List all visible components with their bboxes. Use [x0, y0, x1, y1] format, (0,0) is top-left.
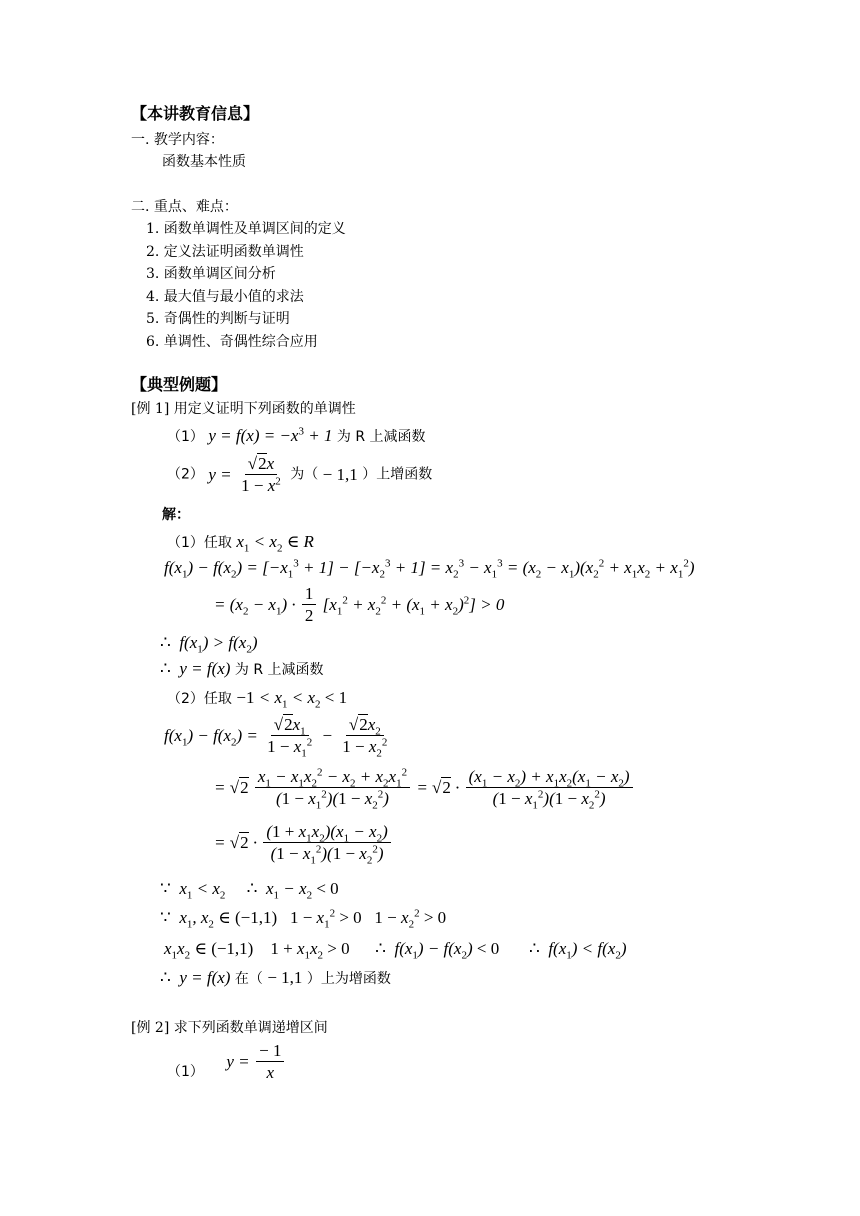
part-label: （2） [167, 466, 204, 483]
part-tail-text: ）上增函数 [362, 466, 433, 483]
section-title-teaching-info: 【本讲教育信息】 [131, 104, 260, 123]
interval: − 1,1 [322, 465, 358, 484]
part-label: （1） [167, 1064, 204, 1080]
key-point-item: 3. 函数单调区间分析 [146, 266, 276, 282]
example-1-title: [例 1] 用定义证明下列函数的单调性 [131, 401, 356, 417]
formula-line: ∵ $x_1$, $x_2$ ∈ (−1,1) $1 - x_1^2 > 0$ $1 - x_2^2 > 0$ [160, 907, 447, 931]
formula: y = [208, 465, 232, 484]
example-2-title: [例 2] 求下列函数单调递增区间 [131, 1020, 328, 1036]
formula-line: = $(x_2 - x_1)$ · $\frac{1}{2}$ $[x_1^2 + x_2^2 + (x_1 + x_2)^2] > 0$ [214, 584, 505, 625]
key-point-item: 2. 定义法证明函数单调性 [146, 244, 304, 260]
example-1-part-2 [167, 455, 432, 494]
teaching-content-label: 一. 教学内容： [131, 132, 224, 148]
formula-line: ∵ $x_1 < x_2$ ∴ $x_1 - x_2 < 0$ [160, 879, 339, 902]
take-x1-x2-in-R [167, 532, 314, 555]
formula-line: $f(x_1) - f(x_2)$ = $\frac{√2x_1}{1 - x_1^2}$ − $\frac{√2x_2}{1 - x_2^2}$ [164, 715, 388, 760]
section-title-examples: 【典型例题】 [131, 375, 228, 394]
formula-line: $x_1x_2$ ∈ (−1,1) $1 + x_1x_2 > 0$ ∴ $f(x_1) - f(x_2) < 0$ ∴ $f(x_1) < f(x_2)$ [164, 939, 627, 962]
formula: $y = f(x) = -x^3 + 1$ [208, 425, 333, 445]
conclusion-text: 为 R 上减函数 [234, 662, 324, 678]
teaching-content-text: 函数基本性质 [162, 154, 246, 170]
part-tail-text: 为 R 上减函数 [336, 429, 426, 445]
take-x1-x2-interval [167, 688, 348, 711]
interval: − 1,1 [267, 968, 303, 987]
key-point-item: 6. 单调性、奇偶性综合应用 [146, 334, 318, 350]
part-mid-text: 为（ [290, 466, 319, 483]
conclusion-text: ）上为增函数 [306, 971, 391, 987]
formula-line: $f(x_1) - f(x_2) = [-x_1^3 + 1] - [-x_2^3 + 1] = x_2^3 - x_1^3 = (x_2 - x_1)(x_2^2 + x_1x_2 + x_1^2)$ [164, 557, 695, 581]
conclusion-mid-text: 在（ [234, 971, 263, 987]
take-text: （2）任取 [167, 691, 232, 707]
solution-label: 解： [162, 507, 190, 523]
example-1-part-1 [167, 427, 426, 444]
formula: $-1 < x_1 < x_2 < 1$ [236, 688, 348, 711]
key-point-item: 1. 函数单调性及单调区间的定义 [146, 221, 346, 237]
key-point-item: 4. 最大值与最小值的求法 [146, 289, 304, 305]
conclusion-1: ∴ y = f(x) 为 R 上减函数 [160, 659, 324, 678]
formula-fraction: $\frac{- 1}{x}$ [256, 1042, 284, 1081]
key-points-label: 二. 重点、难点： [131, 199, 238, 215]
formula-fraction: $\frac{√2x}{1 - x^2}$ [241, 454, 281, 495]
conclusion-2: ∴ y = f(x) 在（ − 1,1 ）上为增函数 [160, 968, 391, 987]
key-point-item: 5. 奇偶性的判断与证明 [146, 311, 290, 327]
formula: $x_1 < x_2$ ∈ R [236, 532, 314, 555]
formula-line: ∴ $f(x_1) > f(x_2)$ [160, 633, 258, 656]
formula-line: = √2 $\frac{x_1 - x_1x_2^2 - x_2 + x_2x_1^2}{(1 - x_1^2)(1 - x_2^2)}$ = √2 · $\frac{(x_1 - x_2) + x_1x_2(x_1 - x_2)}{(1 - x_1^2)(1 - x_2^2)}$ [214, 768, 635, 807]
part-label: （1） [167, 429, 204, 445]
formula-line: = √2 · $\frac{(1 + x_1x_2)(x_1 - x_2)}{(1 - x_1^2)(1 - x_2^2)}$ [214, 823, 393, 862]
example-2-part-1: （1） y = $\frac{- 1}{x}$ [167, 1042, 286, 1081]
take-text: （1）任取 [167, 535, 232, 551]
